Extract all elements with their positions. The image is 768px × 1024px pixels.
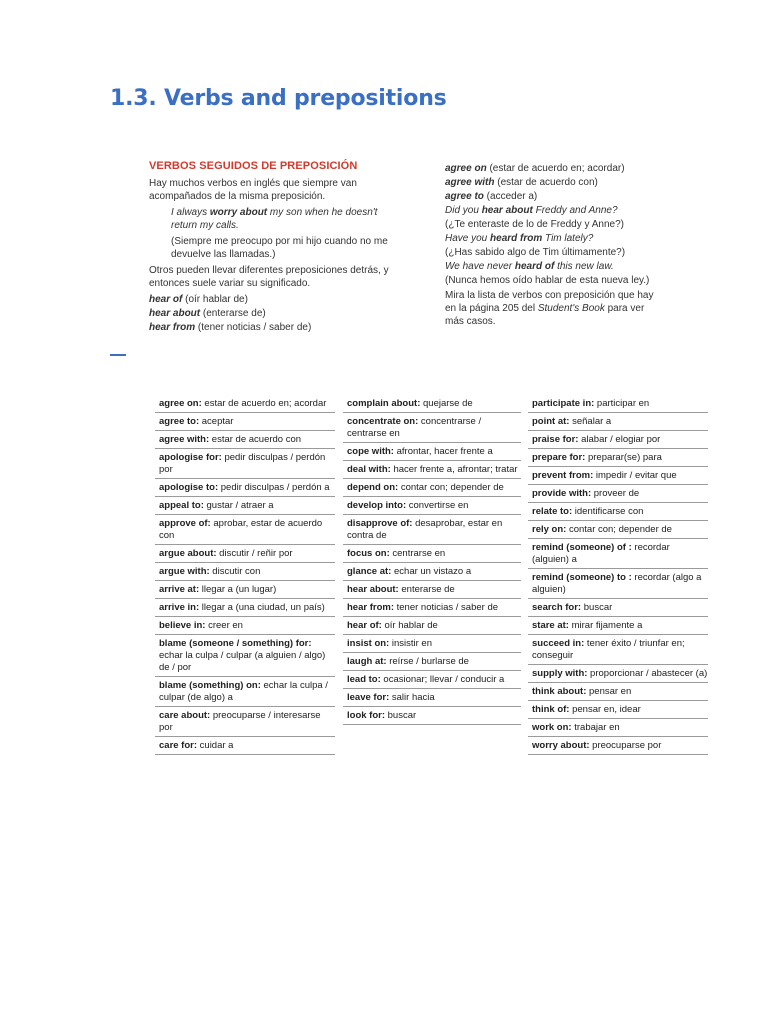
verb-column-1 (155, 395, 335, 755)
verb-meaning: creer en (205, 620, 243, 631)
verb-meaning: estar de acuerdo con (209, 434, 302, 445)
example-en-post: my son when he doesn't return my calls. (171, 207, 378, 231)
grammar-title: VERBOS SEGUIDOS DE PREPOSICIÓN (149, 160, 358, 172)
verb-phrase: care for: (159, 740, 198, 751)
verb-row (343, 395, 521, 413)
verb-row (155, 581, 335, 599)
grammar-example-4-es: (Nunca hemos oído hablar de esta nueva ley.) (445, 275, 650, 286)
verb-meaning: reírse / burlarse de (386, 656, 469, 667)
verb-phrase: believe in: (159, 620, 206, 631)
verb-meaning: echar un vistazo a (391, 566, 472, 577)
verb-row (343, 461, 521, 479)
verb-row (528, 719, 708, 737)
verb-meaning: pedir disculpas / perdón por (159, 452, 326, 475)
verb-meaning: pedir disculpas / perdón a (218, 482, 330, 493)
grammar-example-3-en (445, 232, 655, 245)
verb-phrase: argue with: (159, 566, 210, 577)
verb-meaning: hacer frente a, afrontar; tratar (390, 464, 518, 475)
verb-row (155, 635, 335, 677)
verb-phrase: rely on: (532, 524, 567, 535)
grammar-meaning: (tener noticias / saber de) (195, 322, 312, 333)
verb-meaning: llegar a (una ciudad, un país) (199, 602, 325, 613)
example-en-bold: worry about (209, 207, 268, 218)
verb-meaning: aceptar (199, 416, 234, 427)
verb-phrase: concentrate on: (347, 416, 419, 427)
verb-phrase: apologise to: (159, 482, 219, 493)
verb-phrase: leave for: (347, 692, 390, 703)
verb-row (528, 569, 708, 599)
verb-meaning: tener éxito / triunfar en; conseguir (532, 638, 685, 661)
verb-meaning: impedir / evitar que (593, 470, 677, 481)
verb-meaning: gustar / atraer a (203, 500, 274, 511)
verb-meaning: preparar(se) para (585, 452, 662, 463)
verb-row (528, 521, 708, 539)
ex2-pre: Did you (445, 205, 482, 216)
verb-phrase: argue about: (159, 548, 217, 559)
verb-meaning: buscar (581, 602, 613, 613)
verb-row (155, 617, 335, 635)
page-title: 1.3. Verbs and prepositions (110, 86, 447, 111)
verb-row (343, 635, 521, 653)
verb-meaning: quejarse de (420, 398, 473, 409)
verb-row (343, 563, 521, 581)
grammar-intro2: Otros pueden llevar diferentes preposiciones detrás, y entonces suele variar su significado. (149, 265, 389, 289)
verb-phrase: remind (someone) to : (532, 572, 632, 583)
verb-phrase: arrive in: (159, 602, 200, 613)
verb-row (155, 413, 335, 431)
verb-row (528, 485, 708, 503)
verb-phrase: prevent from: (532, 470, 594, 481)
grammar-meaning: (estar de acuerdo con) (494, 177, 598, 188)
ex4-pre: We have never (445, 261, 515, 272)
verb-phrase: agree with: (159, 434, 210, 445)
verb-meaning: discutir / reñir por (216, 548, 293, 559)
verb-row (343, 599, 521, 617)
verb-row (155, 431, 335, 449)
verb-meaning: proporcionar / abastecer (a) (587, 668, 708, 679)
verb-phrase: hear from: (347, 602, 394, 613)
verb-row (343, 479, 521, 497)
verb-column-2 (343, 395, 521, 725)
verb-phrase: complain about: (347, 398, 421, 409)
ex3-bold: heard from (490, 233, 543, 244)
verb-phrase: approve of: (159, 518, 211, 529)
verb-meaning: enterarse de (398, 584, 455, 595)
grammar-meaning: (oír hablar de) (182, 294, 248, 305)
verb-phrase: laugh at: (347, 656, 387, 667)
verb-row (343, 707, 521, 725)
grammar-footer (445, 289, 655, 328)
grammar-meaning: (enterarse de) (200, 308, 266, 319)
grammar-verb-item (149, 307, 399, 320)
blue-divider-mark (110, 354, 126, 356)
verb-phrase: participate in: (532, 398, 595, 409)
ex3-pre: Have you (445, 233, 491, 244)
verb-row (343, 497, 521, 515)
grammar-verb: agree on (445, 163, 487, 174)
grammar-verb: hear about (149, 308, 201, 319)
grammar-example-es: (Siempre me preocupo por mi hijo cuando no me devuelve las llamadas.) (171, 236, 388, 260)
ex2-post: Freddy and Anne? (532, 205, 618, 216)
verb-row (528, 413, 708, 431)
verb-meaning: señalar a (569, 416, 612, 427)
grammar-verb-item (149, 321, 399, 334)
verb-phrase: look for: (347, 710, 385, 721)
verb-phrase: cope with: (347, 446, 394, 457)
verb-row (528, 467, 708, 485)
verb-meaning: afrontar, hacer frente a (393, 446, 493, 457)
footer-italic: Student's Book (537, 303, 605, 314)
verb-row (528, 539, 708, 569)
verb-row (528, 737, 708, 755)
verb-phrase: glance at: (347, 566, 392, 577)
verb-meaning: centrarse en (389, 548, 446, 559)
verb-phrase: care about: (159, 710, 211, 721)
verb-phrase: insist on: (347, 638, 390, 649)
verb-phrase: apologise for: (159, 452, 222, 463)
ex2-bold: hear about (481, 205, 533, 216)
verb-phrase: remind (someone) of : (532, 542, 632, 553)
verb-meaning: participar en (594, 398, 650, 409)
verb-meaning: insistir en (389, 638, 432, 649)
verb-meaning: salir hacia (389, 692, 435, 703)
verb-row (343, 653, 521, 671)
verb-phrase: develop into: (347, 500, 407, 511)
verb-row (343, 581, 521, 599)
verb-phrase: supply with: (532, 668, 588, 679)
ex4-post: this new law. (554, 261, 614, 272)
grammar-verb-item (445, 190, 655, 203)
verb-phrase: think about: (532, 686, 587, 697)
verb-meaning: identificarse con (572, 506, 644, 517)
grammar-meaning: (acceder a) (483, 191, 538, 202)
verb-row (343, 689, 521, 707)
verb-row (155, 677, 335, 707)
grammar-verb: hear of (149, 294, 183, 305)
grammar-verb-item (149, 293, 399, 306)
verb-meaning: tener noticias / saber de (393, 602, 499, 613)
verb-meaning: contar con; depender de (398, 482, 504, 493)
verb-meaning: desaprobar, estar en contra de (347, 518, 503, 541)
verb-meaning: pensar en (586, 686, 632, 697)
verb-meaning: oír hablar de (381, 620, 438, 631)
verb-meaning: echar la culpa / culpar (a alguien / algo) de / por (159, 650, 326, 673)
verb-meaning: convertirse en (406, 500, 469, 511)
verb-meaning: pensar en, idear (569, 704, 641, 715)
verb-meaning: trabajar en (571, 722, 620, 733)
verb-row (155, 599, 335, 617)
verb-meaning: recordar (algo a alguien) (532, 572, 702, 595)
verb-phrase: relate to: (532, 506, 573, 517)
verb-meaning: preocuparse / interesarse por (159, 710, 321, 733)
grammar-example-3-es: (¿Has sabido algo de Tim últimamente?) (445, 247, 626, 258)
verb-row (155, 563, 335, 581)
verb-row (155, 497, 335, 515)
verb-phrase: hear of: (347, 620, 382, 631)
verb-phrase: provide with: (532, 488, 592, 499)
grammar-example-4-en (445, 260, 655, 273)
verb-meaning: concentrarse / centrarse en (347, 416, 482, 439)
verb-row (528, 431, 708, 449)
verb-meaning: cuidar a (197, 740, 234, 751)
verb-phrase: focus on: (347, 548, 390, 559)
verb-phrase: arrive at: (159, 584, 200, 595)
ex3-post: Tim lately? (542, 233, 594, 244)
verb-row (155, 395, 335, 413)
footer-post: para ver más casos. (445, 303, 645, 327)
verb-meaning: discutir con (209, 566, 261, 577)
grammar-verb-item (445, 176, 655, 189)
verb-phrase: search for: (532, 602, 582, 613)
verb-phrase: prepare for: (532, 452, 586, 463)
verb-row (528, 617, 708, 635)
verb-phrase: blame (someone / something) for: (159, 638, 312, 649)
verb-phrase: worry about: (532, 740, 590, 751)
verb-phrase: work on: (532, 722, 572, 733)
verb-meaning: buscar (385, 710, 417, 721)
verb-row (343, 671, 521, 689)
verb-phrase: agree on: (159, 398, 202, 409)
verb-row (343, 545, 521, 563)
grammar-example-2-en (445, 204, 655, 217)
verb-phrase: deal with: (347, 464, 391, 475)
verb-phrase: lead to: (347, 674, 381, 685)
verb-row (155, 449, 335, 479)
grammar-verb: agree with (445, 177, 495, 188)
verb-phrase: praise for: (532, 434, 579, 445)
grammar-meaning: (estar de acuerdo en; acordar) (486, 163, 625, 174)
example-en-pre: I always (171, 207, 210, 218)
verb-meaning: contar con; depender de (566, 524, 672, 535)
verb-phrase: appeal to: (159, 500, 204, 511)
verb-row (528, 503, 708, 521)
verb-row (528, 665, 708, 683)
verb-meaning: estar de acuerdo en; acordar (201, 398, 327, 409)
verb-phrase: think of: (532, 704, 570, 715)
grammar-right-column (445, 162, 655, 329)
verb-row (528, 395, 708, 413)
verb-row (528, 635, 708, 665)
verb-phrase: agree to: (159, 416, 200, 427)
verb-row (343, 413, 521, 443)
verb-row (528, 701, 708, 719)
verb-row (155, 737, 335, 755)
grammar-verb: agree to (445, 191, 484, 202)
verb-phrase: succeed in: (532, 638, 585, 649)
verb-phrase: point at: (532, 416, 570, 427)
verb-meaning: ocasionar; llevar / conducir a (380, 674, 505, 685)
verb-row (155, 479, 335, 497)
verb-row (343, 515, 521, 545)
verb-row (343, 617, 521, 635)
verb-column-3 (528, 395, 708, 755)
verb-phrase: depend on: (347, 482, 399, 493)
verb-meaning: echar la culpa / culpar (de algo) a (159, 680, 328, 703)
verb-phrase: disapprove of: (347, 518, 413, 529)
grammar-verb-item (445, 162, 655, 175)
verb-row (155, 545, 335, 563)
grammar-intro: Hay muchos verbos en inglés que siempre van acompañados de la misma preposición. (149, 178, 357, 202)
verb-row (155, 707, 335, 737)
verb-phrase: blame (something) on: (159, 680, 261, 691)
verb-meaning: aprobar, estar de acuerdo con (159, 518, 323, 541)
verb-row (528, 599, 708, 617)
grammar-box (145, 160, 654, 355)
grammar-verb: hear from (149, 322, 196, 333)
verb-meaning: alabar / elogiar por (578, 434, 661, 445)
verb-phrase: stare at: (532, 620, 569, 631)
verb-meaning: mirar fijamente a (568, 620, 643, 631)
verb-meaning: preocuparse por (589, 740, 662, 751)
verb-meaning: proveer de (591, 488, 640, 499)
ex4-bold: heard of (514, 261, 555, 272)
grammar-example-2-es: (¿Te enteraste de lo de Freddy y Anne?) (445, 219, 624, 230)
footer-pre: Mira la lista de verbos con preposición que hay en la página 205 del (445, 290, 654, 314)
verb-row (343, 443, 521, 461)
verb-row (155, 515, 335, 545)
grammar-left-verb-list (149, 293, 399, 334)
verb-row (528, 449, 708, 467)
verb-row (528, 683, 708, 701)
grammar-left-column (149, 160, 399, 335)
verb-phrase: hear about: (347, 584, 399, 595)
verb-meaning: recordar (alguien) a (532, 542, 670, 565)
verb-meaning: llegar a (un lugar) (199, 584, 277, 595)
grammar-example-en (171, 206, 399, 232)
